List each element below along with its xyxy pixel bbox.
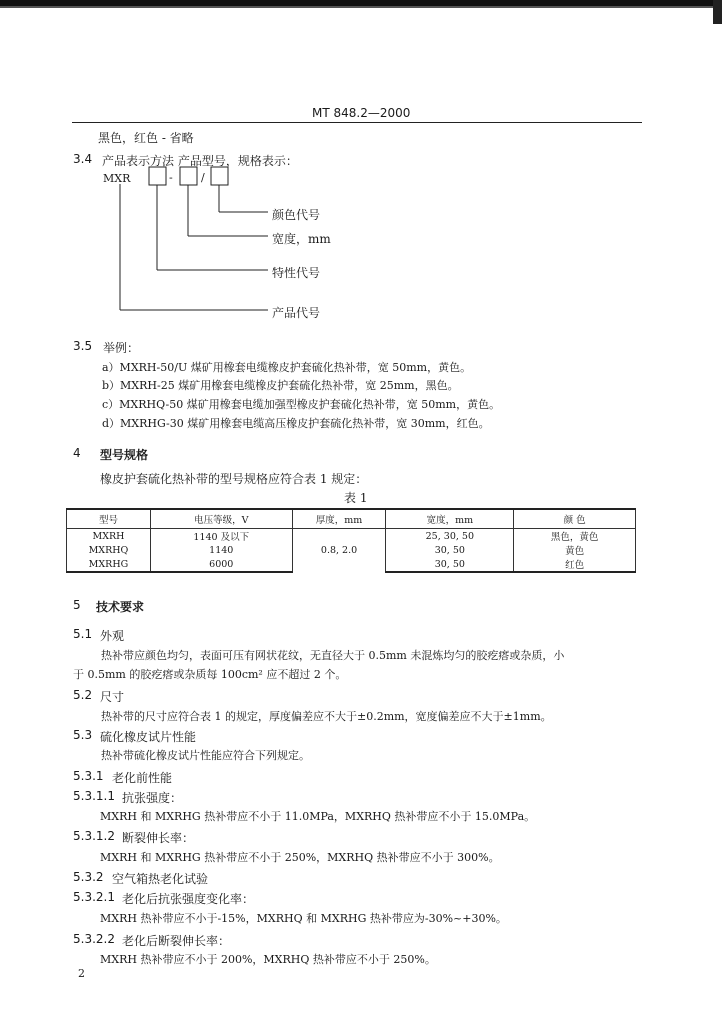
section-4-title: 型号规格 — [100, 448, 149, 462]
example-d: d）MXRHG-30 煤矿用橡套电缆高压橡皮护套硫化热补带，宽 30mm，红色。 — [102, 417, 490, 430]
section-5-3-number: 5.3 — [73, 728, 93, 742]
cell-voltage: 1140 — [150, 543, 292, 557]
label-feature-code: 特性代号 — [272, 266, 321, 280]
cell-model: MXRHQ — [67, 543, 151, 557]
cell-model: MXRH — [67, 529, 151, 544]
col-model: 型号 — [67, 509, 151, 529]
table-1-title: 表 1 — [344, 491, 368, 505]
section-5-2-para: 热补带的尺寸应符合表 1 的规定，厚度偏差应不大于±0.2mm，宽度偏差应不大于±1mm。 — [101, 710, 552, 723]
section-3-4-number: 3.4 — [73, 152, 93, 166]
section-3-5-number: 3.5 — [73, 339, 93, 353]
standard-code-header: MT 848.2—2000 — [312, 106, 411, 120]
cell-color: 红色 — [514, 557, 636, 572]
designation-prefix: MXR — [103, 172, 131, 185]
section-5-1-number: 5.1 — [73, 627, 93, 641]
cell-width: 30, 50 — [386, 543, 514, 557]
example-b: b）MXRH-25 煤矿用橡套电缆橡皮护套硫化热补带，宽 25mm，黑色。 — [102, 379, 459, 392]
section-5-3-para: 热补带硫化橡皮试片性能应符合下列规定。 — [101, 749, 310, 762]
section-5-3-1-number: 5.3.1 — [73, 769, 104, 783]
cell-model: MXRHG — [67, 557, 151, 572]
section-5-3-1-title: 老化前性能 — [112, 771, 173, 785]
example-a: a）MXRH-50/U 煤矿用橡套电缆橡皮护套硫化热补带，宽 50mm，黄色。 — [102, 361, 472, 374]
section-4-text: 橡皮护套硫化热补带的型号规格应符合表 1 规定： — [100, 472, 368, 486]
section-5-3-1-1-number: 5.3.1.1 — [73, 789, 115, 803]
label-color-code: 颜色代号 — [272, 208, 321, 222]
cell-voltage: 1140 及以下 — [150, 529, 292, 544]
cell-width: 25, 30, 50 — [386, 529, 514, 544]
designation-diagram — [0, 0, 722, 330]
cell-color: 黑色，黄色 — [514, 529, 636, 544]
colors-note: 黑色，红色 - 省略 — [98, 131, 194, 145]
label-width: 宽度，mm — [272, 232, 331, 246]
example-c: c）MXRHQ-50 煤矿用橡套电缆加强型橡皮护套硫化热补带，宽 50mm，黄色。 — [102, 398, 501, 411]
section-5-3-1-2-title: 断裂伸长率： — [122, 831, 195, 845]
col-voltage: 电压等级，V — [150, 509, 292, 529]
page-number: 2 — [78, 967, 85, 980]
col-thickness: 厚度，mm — [292, 509, 386, 529]
table-row — [67, 529, 636, 544]
section-3-5-title: 举例： — [103, 341, 140, 355]
section-5-3-2-2-title: 老化后断裂伸长率： — [122, 934, 231, 948]
section-5-3-2-1-title: 老化后抗张强度变化率： — [122, 892, 255, 906]
cell-width: 30, 50 — [386, 557, 514, 572]
spec-table — [66, 508, 636, 573]
section-5-3-2-1-para: MXRH 热补带应不小于-15%，MXRHQ 和 MXRHG 热补带应为-30%~+30%。 — [100, 912, 507, 925]
col-width: 宽度，mm — [386, 509, 514, 529]
section-5-3-title: 硫化橡皮试片性能 — [100, 730, 197, 744]
section-5-1-para-2: 于 0.5mm 的胶疙瘩或杂质每 100cm² 应不超过 2 个。 — [73, 668, 347, 681]
section-5-3-1-1-para: MXRH 和 MXRHG 热补带应不小于 11.0MPa，MXRHQ 热补带应不小于 15.0MPa。 — [100, 810, 536, 823]
section-5-1-para-1: 热补带应颜色均匀，表面可压有网状花纹，无直径大于 0.5mm 未混炼均匀的胶疙瘩或杂质，小 — [101, 649, 565, 662]
section-5-3-1-2-number: 5.3.1.2 — [73, 829, 115, 843]
designation-dash: - — [169, 171, 173, 184]
section-5-3-2-title: 空气箱热老化试验 — [112, 872, 209, 886]
col-color: 颜 色 — [514, 509, 636, 529]
designation-slash: / — [201, 171, 205, 184]
section-5-2-title: 尺寸 — [100, 690, 125, 704]
section-3-4-text: 产品表示方法 产品型号，规格表示： — [102, 154, 298, 168]
section-5-1-title: 外观 — [100, 629, 125, 643]
section-5-3-2-number: 5.3.2 — [73, 870, 104, 884]
section-5-3-2-2-number: 5.3.2.2 — [73, 932, 115, 946]
section-4-number: 4 — [73, 446, 81, 460]
section-5-3-1-2-para: MXRH 和 MXRHG 热补带应不小于 250%，MXRHQ 热补带应不小于 300%。 — [100, 851, 500, 864]
cell-color: 黄色 — [514, 543, 636, 557]
section-5-2-number: 5.2 — [73, 688, 93, 702]
label-product-code: 产品代号 — [272, 306, 321, 320]
cell-voltage: 6000 — [150, 557, 292, 572]
table-header-row — [67, 509, 636, 529]
cell-thickness: 0.8, 2.0 — [292, 529, 386, 573]
section-5-3-1-1-title: 抗张强度： — [122, 791, 183, 805]
section-5-3-2-2-para: MXRH 热补带应不小于 200%，MXRHQ 热补带应不小于 250%。 — [100, 953, 436, 966]
section-5-title: 技术要求 — [96, 600, 145, 614]
section-5-3-2-1-number: 5.3.2.1 — [73, 890, 115, 904]
section-5-number: 5 — [73, 598, 81, 612]
